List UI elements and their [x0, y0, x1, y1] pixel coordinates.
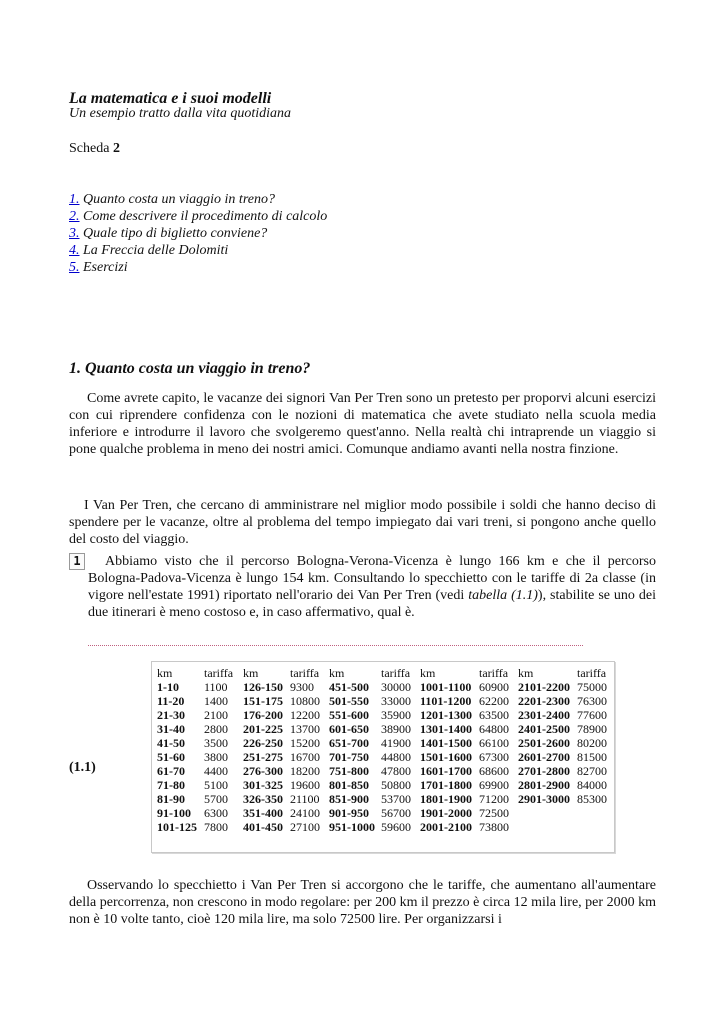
- tariffa-cell: 64800: [479, 722, 509, 736]
- tariffa-cell: 24100: [290, 806, 320, 820]
- tariffa-cell: 18200: [290, 764, 320, 778]
- toc-link[interactable]: 3.: [69, 226, 80, 241]
- km-range-cell: 2701-2800: [518, 764, 570, 778]
- km-range-cell: 1301-1400: [420, 722, 472, 736]
- km-range-cell: 1701-1800: [420, 778, 472, 792]
- toc-link[interactable]: 5.: [69, 260, 80, 275]
- tariffa-cell: 3800: [204, 750, 228, 764]
- km-range-cell: 2301-2400: [518, 708, 570, 722]
- tariffa-cell: 1100: [204, 680, 228, 694]
- km-range-cell: 1901-2000: [420, 806, 472, 820]
- km-range-cell: 2601-2700: [518, 750, 570, 764]
- toc-item-text: Quanto costa un viaggio in treno?: [83, 192, 275, 207]
- km-range-cell: 1101-1200: [420, 694, 472, 708]
- scheda-number: 2: [112, 141, 120, 156]
- tariffa-header: tariffa: [381, 666, 411, 680]
- km-range-cell: 1001-1100: [420, 680, 472, 694]
- km-range-cell: 101-125: [157, 820, 197, 834]
- tariffa-cell: 66100: [479, 736, 509, 750]
- tariffa-column: [479, 666, 509, 834]
- tariffa-cell: 2100: [204, 708, 228, 722]
- toc-link[interactable]: 2.: [69, 209, 80, 224]
- km-range-cell: 176-200: [243, 708, 283, 722]
- tariffa-column: [381, 666, 411, 834]
- tariffa-cell: 38900: [381, 722, 411, 736]
- tariffa-cell: 85300: [577, 792, 607, 806]
- tariffa-cell: 77600: [577, 708, 607, 722]
- tariffa-cell: 27100: [290, 820, 320, 834]
- table-label: (1.1): [69, 760, 96, 775]
- tariffa-cell: 56700: [381, 806, 411, 820]
- km-range-cell: 951-1000: [329, 820, 375, 834]
- km-header: km: [243, 666, 259, 680]
- tariffa-cell: 35900: [381, 708, 411, 722]
- km-header: km: [157, 666, 173, 680]
- tariffa-cell: 6300: [204, 806, 228, 820]
- km-range-cell: 2801-2900: [518, 778, 570, 792]
- paragraph-observation: Osservando lo specchietto i Van Per Tren si accorgono che le tariffe, che aumentano all'aumentare della percorrenza, non crescono in modo regolare: per 200 km il prezzo è circa 12 mila lire, per 2000 km non è 10 volte tanto, cioè 120 mila lire, ma solo 72500 lire. Per organizzarsi i: [69, 878, 656, 927]
- km-range-cell: 801-850: [329, 778, 369, 792]
- km-range-cell: 2401-2500: [518, 722, 570, 736]
- toc-item: [69, 259, 327, 276]
- exercise-body: [88, 553, 656, 621]
- table-reference: tabella (1.1): [468, 588, 538, 603]
- km-range-cell: 61-70: [157, 764, 185, 778]
- toc-item: [69, 242, 327, 259]
- tariffa-cell: 82700: [577, 764, 607, 778]
- tariffa-cell: 33000: [381, 694, 411, 708]
- km-range-cell: 1501-1600: [420, 750, 472, 764]
- km-range-cell: 126-150: [243, 680, 283, 694]
- km-range-cell: 301-325: [243, 778, 283, 792]
- tariffa-cell: 81500: [577, 750, 607, 764]
- tariffa-column: [577, 666, 607, 806]
- tariffa-cell: 63500: [479, 708, 509, 722]
- km-range-cell: 901-950: [329, 806, 369, 820]
- tariffa-cell: 44800: [381, 750, 411, 764]
- km-range-cell: 21-30: [157, 708, 185, 722]
- tariffa-cell: 10800: [290, 694, 320, 708]
- dotted-divider: [88, 645, 583, 646]
- tariffa-cell: 69900: [479, 778, 509, 792]
- km-header: km: [420, 666, 436, 680]
- km-range-cell: 1-10: [157, 680, 179, 694]
- km-range-cell: 751-800: [329, 764, 369, 778]
- exercise-text-part-b: ), stabilite se uno dei due itinerari è meno costoso e, in caso affermativo, qual è.: [88, 588, 656, 620]
- km-range-cell: 1601-1700: [420, 764, 472, 778]
- km-range-cell: 701-750: [329, 750, 369, 764]
- km-range-cell: 551-600: [329, 708, 369, 722]
- tariffa-cell: 7800: [204, 820, 228, 834]
- tariffa-cell: 16700: [290, 750, 320, 764]
- km-range-cell: 71-80: [157, 778, 185, 792]
- toc-item-text: Come descrivere il procedimento di calcolo: [83, 209, 328, 224]
- km-range-cell: 2901-3000: [518, 792, 570, 806]
- tariffa-cell: 21100: [290, 792, 320, 806]
- tariffa-cell: 75000: [577, 680, 607, 694]
- tariffa-cell: 59600: [381, 820, 411, 834]
- tariffa-column: [290, 666, 320, 834]
- tariffa-cell: 78900: [577, 722, 607, 736]
- tariffa-cell: 30000: [381, 680, 411, 694]
- toc-link[interactable]: 1.: [69, 192, 80, 207]
- km-range-cell: 81-90: [157, 792, 185, 806]
- exercise-number-box: 1: [69, 553, 85, 570]
- tariffa-cell: 67300: [479, 750, 509, 764]
- toc-item-text: Esercizi: [83, 260, 128, 275]
- tariffa-header: tariffa: [479, 666, 509, 680]
- km-range-cell: 851-900: [329, 792, 369, 806]
- tariffa-cell: 13700: [290, 722, 320, 736]
- tariffa-cell: 73800: [479, 820, 509, 834]
- paragraph-intro: Come avrete capito, le vacanze dei signori Van Per Tren sono un pretesto per proporvi alcuni esercizi con cui riprendere confidenza con le nozioni di matematica che avete studiato nella scuola media inferiore e introdurre il lavoro che svolgeremo quest'anno. Nella realtà chi intraprende un viaggio si pone qualche problema in meno dei nostri amici. Comunque andiamo avanti nella nostra finzione.: [69, 391, 656, 457]
- km-range-cell: 151-175: [243, 694, 283, 708]
- document-subtitle: Un esempio tratto dalla vita quotidiana: [69, 106, 292, 121]
- tariffa-header: tariffa: [577, 666, 607, 680]
- km-range-cell: 501-550: [329, 694, 369, 708]
- km-range-cell: 2001-2100: [420, 820, 472, 834]
- km-column: [420, 666, 472, 834]
- toc-item: [69, 208, 327, 225]
- km-range-cell: 451-500: [329, 680, 369, 694]
- km-range-cell: 2101-2200: [518, 680, 570, 694]
- tariffa-cell: 50800: [381, 778, 411, 792]
- km-range-cell: 51-60: [157, 750, 185, 764]
- km-range-cell: 351-400: [243, 806, 283, 820]
- tariffa-cell: 72500: [479, 806, 509, 820]
- tariffa-header: tariffa: [204, 666, 234, 680]
- km-range-cell: 326-350: [243, 792, 283, 806]
- toc-item: [69, 191, 327, 208]
- tariffa-header: tariffa: [290, 666, 320, 680]
- km-range-cell: 2501-2600: [518, 736, 570, 750]
- toc-item-text: La Freccia delle Dolomiti: [83, 243, 229, 258]
- scheda-label: [69, 141, 120, 157]
- km-range-cell: 1401-1500: [420, 736, 472, 750]
- km-range-cell: 31-40: [157, 722, 185, 736]
- tariffa-cell: 9300: [290, 680, 314, 694]
- km-column: [243, 666, 283, 834]
- tariffa-cell: 84000: [577, 778, 607, 792]
- km-column: [329, 666, 375, 834]
- km-range-cell: 251-275: [243, 750, 283, 764]
- tariffa-cell: 2800: [204, 722, 228, 736]
- tariffa-cell: 3500: [204, 736, 228, 750]
- toc-item-text: Quale tipo di biglietto conviene?: [83, 226, 268, 241]
- tariffa-cell: 68600: [479, 764, 509, 778]
- toc-link[interactable]: 4.: [69, 243, 80, 258]
- tariffa-cell: 5100: [204, 778, 228, 792]
- table-of-contents: [69, 191, 327, 276]
- document-title: La matematica e i suoi modelli: [69, 90, 272, 107]
- km-range-cell: 1801-1900: [420, 792, 472, 806]
- km-range-cell: 401-450: [243, 820, 283, 834]
- km-range-cell: 11-20: [157, 694, 185, 708]
- tariffa-cell: 1400: [204, 694, 228, 708]
- tariffa-cell: 60900: [479, 680, 509, 694]
- km-column: [518, 666, 570, 806]
- tariffa-cell: 53700: [381, 792, 411, 806]
- tariffa-cell: 19600: [290, 778, 320, 792]
- km-column: [157, 666, 197, 834]
- tariffa-cell: 71200: [479, 792, 509, 806]
- tariffa-cell: 47800: [381, 764, 411, 778]
- tariffa-cell: 12200: [290, 708, 320, 722]
- km-range-cell: 41-50: [157, 736, 185, 750]
- toc-item: [69, 225, 327, 242]
- km-range-cell: 651-700: [329, 736, 369, 750]
- tariffa-cell: 76300: [577, 694, 607, 708]
- paragraph-cost: I Van Per Tren, che cercano di amministrare nel miglior modo possibile i soldi che hanno deciso di spendere per le vacanze, oltre al problema del tempo impiegato dai vari treni, si pongono anche quello del costo del viaggio.: [69, 498, 656, 547]
- tariffa-cell: 80200: [577, 736, 607, 750]
- km-range-cell: 226-250: [243, 736, 283, 750]
- km-range-cell: 2201-2300: [518, 694, 570, 708]
- km-header: km: [518, 666, 534, 680]
- section-heading: 1. Quanto costa un viaggio in treno?: [69, 360, 311, 377]
- tariffa-cell: 41900: [381, 736, 411, 750]
- km-range-cell: 276-300: [243, 764, 283, 778]
- scheda-text: Scheda: [69, 141, 110, 156]
- km-header: km: [329, 666, 345, 680]
- exercise-text: [88, 553, 656, 621]
- km-range-cell: 1201-1300: [420, 708, 472, 722]
- km-range-cell: 91-100: [157, 806, 191, 820]
- tariffa-cell: 5700: [204, 792, 228, 806]
- tariffa-cell: 62200: [479, 694, 509, 708]
- exercise-text-part-a: Abbiamo visto che il percorso Bologna-Verona-Vicenza è lungo 166 km e che il percorso Bologna-Padova-Vicenza è lungo 154 km. Consultando lo specchietto con le tariffe di 2a classe (in vigore nell'estate 1991) riportato nell'orario dei Van Per Tren (vedi: [88, 554, 656, 603]
- tariffa-column: [204, 666, 233, 834]
- tariffa-cell: 15200: [290, 736, 320, 750]
- km-range-cell: 201-225: [243, 722, 283, 736]
- km-range-cell: 601-650: [329, 722, 369, 736]
- tariffa-cell: 4400: [204, 764, 228, 778]
